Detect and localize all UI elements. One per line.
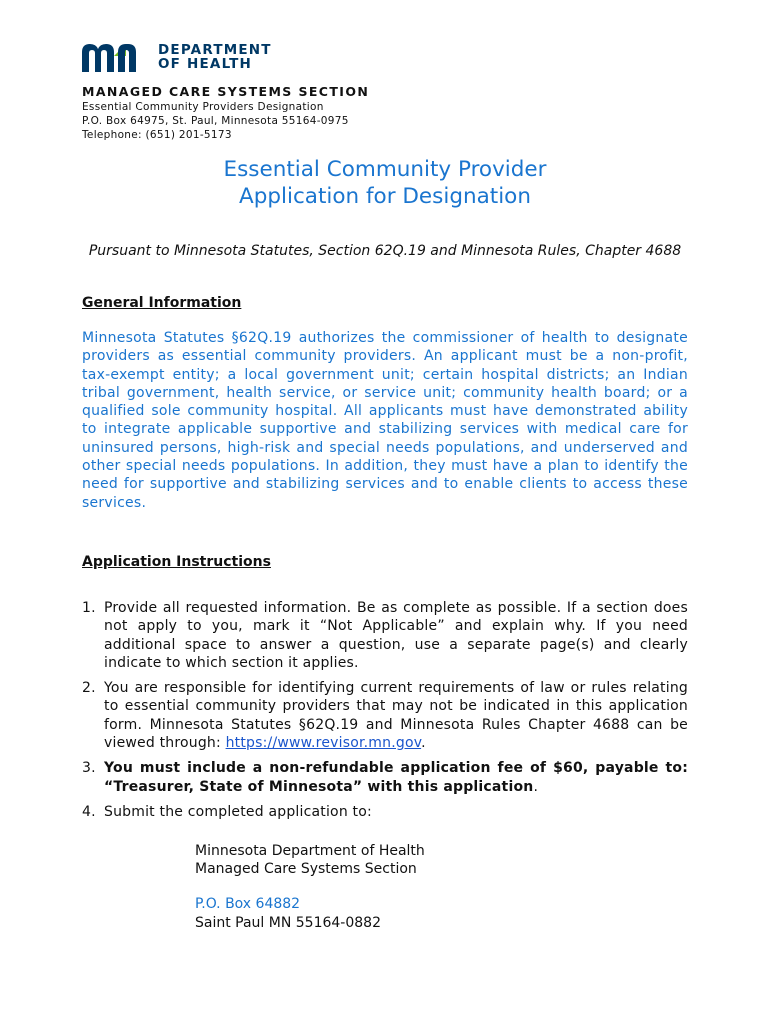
- instruction-item: [82, 803, 688, 821]
- logo-line-2: OF HEALTH: [158, 56, 253, 72]
- title-line-2: Application for Designation: [239, 184, 531, 209]
- item-text: Submit the completed application to:: [104, 803, 372, 820]
- mn-logo-icon: [82, 42, 152, 72]
- item-text-end: .: [421, 735, 426, 752]
- instruction-item: [82, 759, 688, 796]
- pursuant-statement: Pursuant to Minnesota Statutes, Section 62Q.19 and Minnesota Rules, Chapter 4688: [88, 243, 682, 259]
- mailing-line-1: Minnesota Department of Health: [195, 843, 425, 859]
- revisor-link[interactable]: https://www.revisor.mn.gov: [225, 735, 422, 752]
- item-number: 1.: [82, 600, 96, 616]
- mailing-address: [195, 842, 425, 932]
- general-information-text: Minnesota Statutes §62Q.19 authorizes the commissioner of health to designate providers as essential community providers. An applicant must be a non-profit, tax-exempt entity; a local government unit; certain hospital districts; an Indian tribal government, health service, or service unit; community health board; or a qualified sole community hospital. All applicants must have demonstrated ability to integrate applicable supportive and stabilizing services with medical care for uninsured persons, high-risk and special needs populations, and underserved and other special needs populations. In addition, they must have a plan to identify the need for supportive and stabilizing services and to enable clients to access these services.: [82, 330, 688, 511]
- address-line-3: Telephone: (651) 201-5173: [82, 129, 232, 141]
- item-text: You are responsible for identifying current requirements of law or rules relating to essential community providers that may not be indicated in this application form. Minnesota Statutes §62Q.19 and Minnesota Rules Chapter 4688 can be viewed through:: [104, 680, 688, 752]
- title-line-1: Essential Community Provider: [223, 157, 547, 182]
- address-line-1: Essential Community Providers Designation: [82, 101, 324, 113]
- fee-requirement-text: You must include a non-refundable application fee of $60, payable to: “Treasurer, State of Minnesota” with this application: [104, 760, 688, 795]
- address-line-2: P.O. Box 64975, St. Paul, Minnesota 55164-0975: [82, 115, 349, 127]
- item-number: 2.: [82, 680, 96, 697]
- item-text-end: .: [533, 778, 539, 795]
- document-title: [82, 156, 688, 210]
- application-instructions-heading: Application Instructions: [82, 554, 271, 570]
- item-text: Provide all requested information. Be as complete as possible. If a section does not apply to you, mark it “Not Applicable” and explain why. If you need additional space to answer a question, use a separate page(s) and clearly indicate to which section it applies.: [104, 600, 688, 671]
- logo-line-1: DEPARTMENT: [158, 42, 272, 58]
- item-number: 3.: [82, 760, 96, 777]
- instruction-item: [82, 599, 688, 672]
- general-information-heading: General Information: [82, 295, 242, 311]
- mailing-line-2: Managed Care Systems Section: [195, 861, 417, 878]
- instructions-list: [82, 599, 688, 828]
- mdh-logo: [82, 40, 272, 74]
- logo-wordmark: [158, 43, 272, 71]
- instruction-item: [82, 679, 688, 752]
- mailing-line-3: P.O. Box 64882: [195, 895, 301, 912]
- mailing-line-4: Saint Paul MN 55164-0882: [195, 914, 381, 931]
- section-address: [82, 100, 349, 142]
- item-number: 4.: [82, 803, 96, 820]
- section-title: MANAGED CARE SYSTEMS SECTION: [82, 84, 370, 99]
